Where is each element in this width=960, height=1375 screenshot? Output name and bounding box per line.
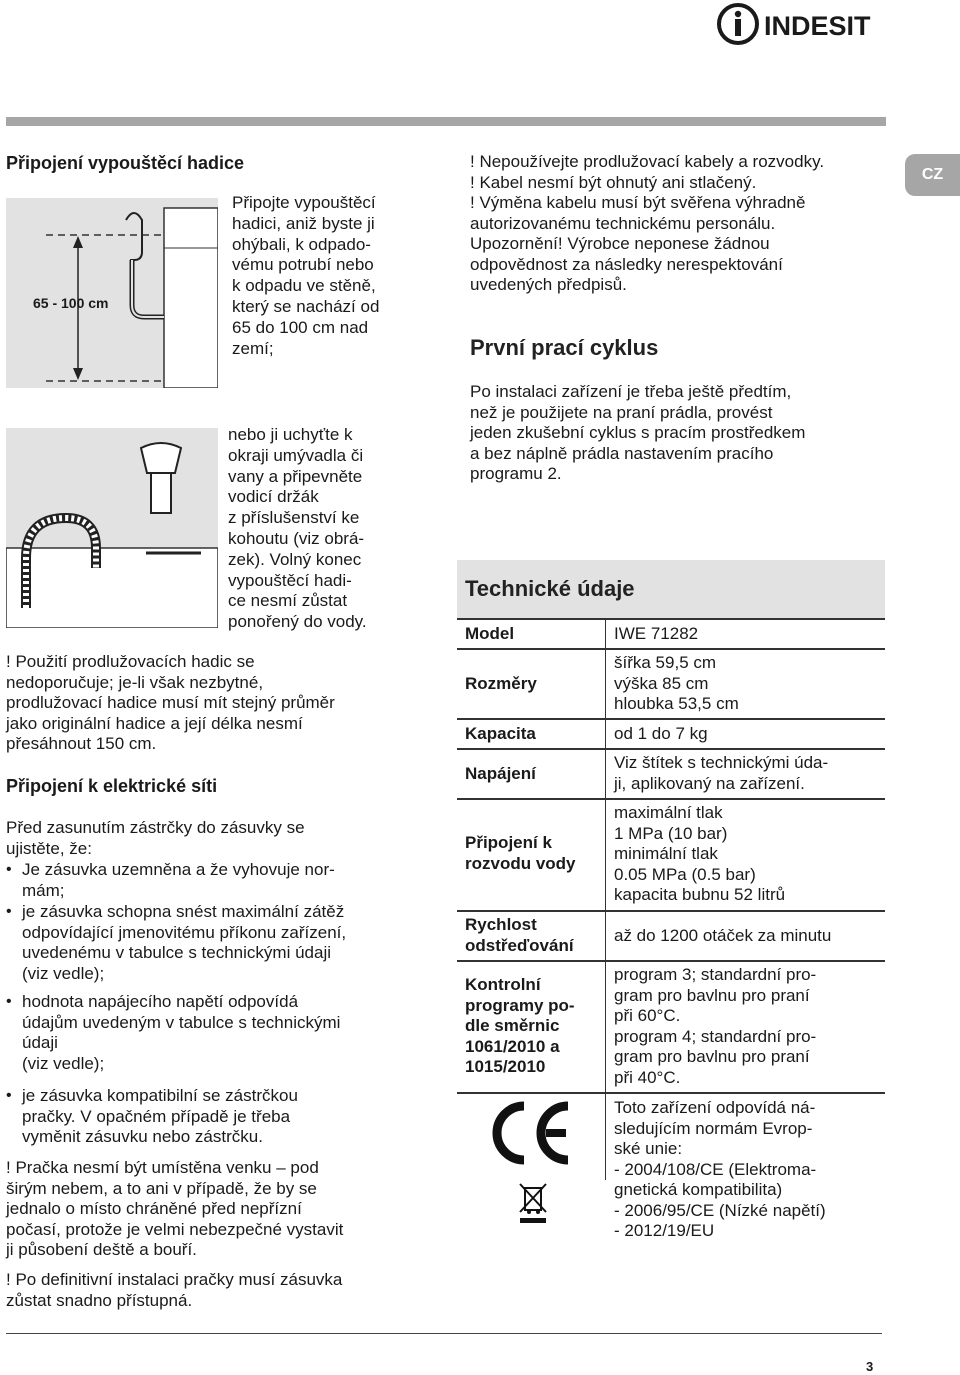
figure-height-label: 65 - 100 cm	[33, 295, 109, 311]
electric-heading: Připojení k elektrické síti	[6, 776, 218, 796]
water-label: Připojení k rozvodu vody	[465, 833, 576, 873]
drain-heading: Připojení vypouštěcí hadice	[6, 153, 245, 173]
language-tab: CZ	[905, 154, 960, 196]
table-rule	[457, 960, 885, 962]
electric-bullet: • hodnota napájecího napětí odpovídá údajům uvedeným v tabulce s technickými údaji (viz vedle);	[22, 992, 442, 1074]
tech-header	[457, 560, 885, 618]
indesit-logo	[716, 2, 896, 46]
capacity-value: od 1 do 7 kg	[614, 724, 708, 743]
socket-access-warning: ! Po definitivní instalaci pračky musí zásuvka zůstat snadno přístupná.	[6, 1270, 343, 1310]
brand-name: INDESIT	[764, 11, 871, 41]
table-rule	[457, 910, 885, 912]
first-cycle-heading: První prací cyklus	[470, 335, 659, 360]
table-rule	[457, 718, 885, 720]
spin-label: Rychlost odstřeďování	[465, 915, 574, 955]
table-rule	[457, 748, 885, 750]
electric-bullet: • je zásuvka schopna snést maximální zátěž odpovídající jmenovitému příkonu zařízení, uvedenému v tabulce s technickými údaji (viz vedle);	[22, 902, 442, 984]
first-cycle-text: Po instalaci zařízení je třeba ještě předtím, než je použijete na praní prádla, provést jeden zkušební cyklus s pracím prostředkem a bez náplně prádla nastavením pracího programu 2.	[470, 382, 806, 483]
table-divider	[605, 618, 606, 1180]
drain-height-figure	[6, 198, 218, 388]
weee-bin-icon	[516, 1180, 550, 1226]
water-value: maximální tlak 1 MPa (10 bar) minimální tlak 0.05 MPa (0.5 bar) kapacita bubnu 52 litrů	[614, 803, 786, 904]
sink-mount-figure	[6, 428, 218, 628]
cable-warnings: ! Nepoužívejte prodlužovací kabely a rozvodky. ! Kabel nesmí být ohnutý ani stlačený. ! Výměna kabelu musí být svěřena výhradně autorizovanému technickému personálu. Upozornění! Výrobce neponese žádnou odpovědnost za následky nerespektování uvedených předpisů.	[470, 152, 825, 294]
power-label: Napájení	[465, 764, 536, 783]
table-rule	[457, 1092, 885, 1094]
model-value: IWE 71282	[614, 624, 699, 643]
dims-label: Rozměry	[465, 674, 537, 693]
electric-bullet: • Je zásuvka uzemněna a že vyhovuje nor- mám;	[22, 860, 442, 901]
ce-mark-icon	[488, 1100, 578, 1166]
programs-label: Kontrolní programy po- dle směrnic 1061/2010 a 1015/2010	[465, 975, 575, 1076]
norms-value: Toto zařízení odpovídá ná- sledujícím normám Evrop- ské unie: - 2004/108/CE (Elektroma- gnetická kompatibilita) - 2006/95/CE (Nízké napětí) - 2012/19/EU	[614, 1098, 826, 1240]
drain-instruction-2: nebo ji uchyťte k okraji umývadla či vany a připevněte vodicí držák z příslušenství ke kohoutu (viz obrá- zek). Volný konec vypouštěcí hadi- ce nesmí zůstat ponořený do vody.	[228, 425, 367, 632]
spin-value: až do 1200 otáček za minutu	[614, 926, 832, 945]
extension-hose-warning: ! Použití prodlužovacích hadic se nedoporučuje; je-li však nezbytné, prodlužovací hadice musí mít stejný průměr jako originální hadice a její délka nesmí přesáhnout 150 cm.	[6, 652, 335, 753]
electric-bullet: • je zásuvka kompatibilní se zástrčkou pračky. V opačném případě je třeba vyměnit zásuvku nebo zástrčku.	[22, 1086, 442, 1148]
electric-intro: Před zasunutím zástrčky do zásuvky se ujistěte, že:	[6, 818, 305, 858]
page-number: 3	[866, 1359, 874, 1374]
power-value: Viz štítek s technickými úda- ji, aplikovaný na zařízení.	[614, 753, 829, 793]
tech-title: Technické údaje	[465, 576, 635, 601]
drain-instruction-1: Připojte vypouštěcí hadici, aniž byste ji ohýbali, k odpado- vému potrubí nebo k odpadu ve stěně, který se nachází od 65 do 100 cm nad zemí;	[232, 193, 380, 358]
table-rule	[457, 618, 885, 620]
outdoor-warning: ! Pračka nesmí být umístěna venku – pod širým nebem, a to ani v případě, že by se jednalo o místo chráněné před nepřízní počasí, protože je velmi nebezpečné vystavit ji působení deště a bouří.	[6, 1158, 344, 1259]
header-rule	[6, 117, 886, 126]
table-rule	[457, 798, 885, 800]
table-rule	[457, 648, 885, 650]
programs-value: program 3; standardní pro- gram pro bavlnu pro praní při 60°C. program 4; standardní pro- gram pro bavlnu pro praní při 40°C.	[614, 965, 817, 1087]
tech-data-table	[457, 560, 885, 1240]
model-label: Model	[465, 624, 515, 643]
dims-value: šířka 59,5 cm výška 85 cm hloubka 53,5 cm	[614, 653, 739, 713]
footer-rule	[6, 1333, 882, 1334]
capacity-label: Kapacita	[465, 724, 536, 743]
